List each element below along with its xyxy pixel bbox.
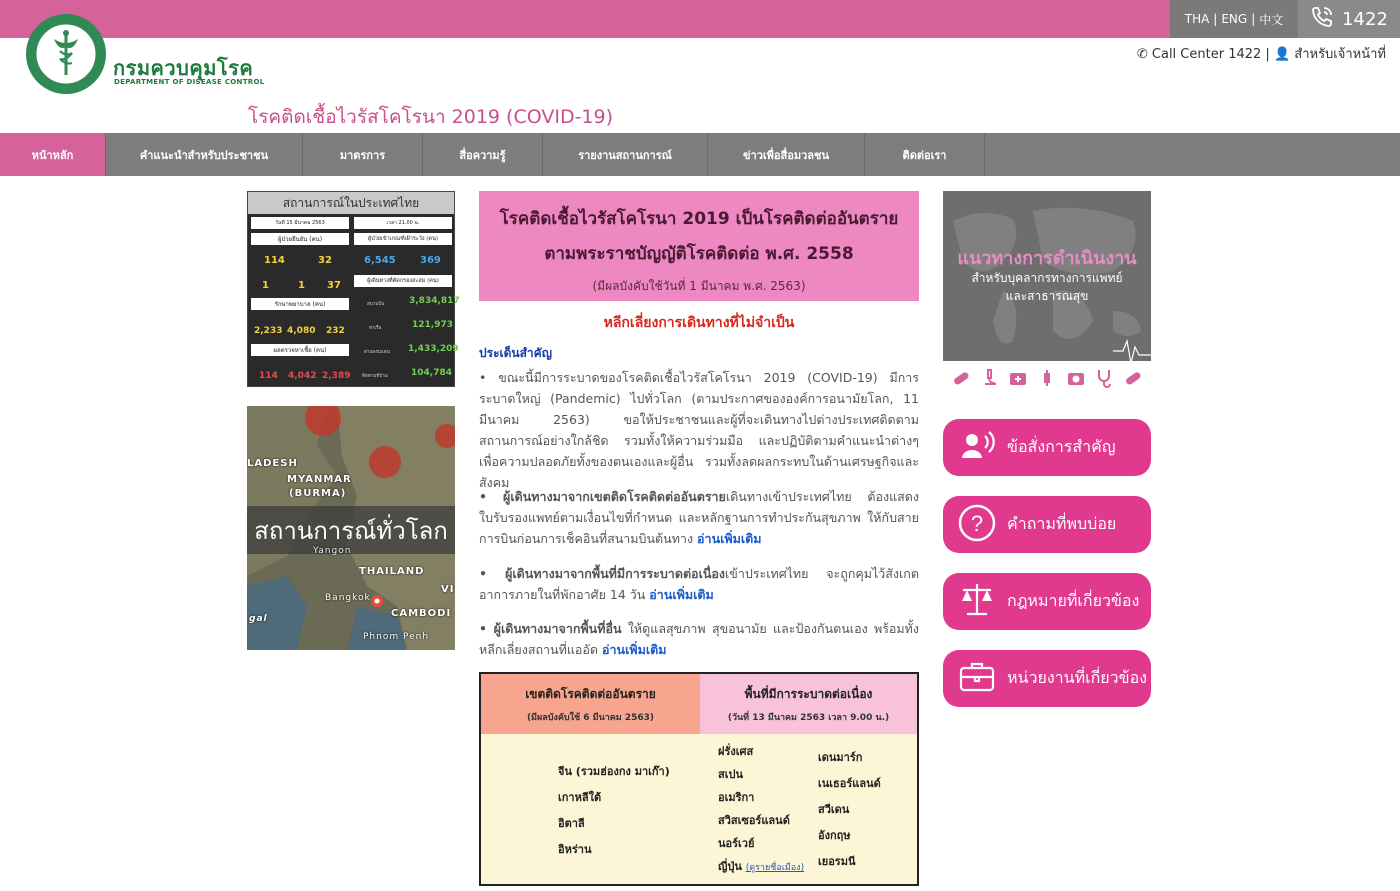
scales-icon bbox=[957, 580, 997, 624]
nav-home[interactable]: หน้าหลัก bbox=[0, 133, 106, 176]
related-agencies-label: หน่วยงานที่เกี่ยวข้อง bbox=[1007, 668, 1147, 687]
alert-effective-date: (มีผลบังคับใช้วันที่ 1 มีนาคม พ.ศ. 2563) bbox=[592, 279, 806, 293]
other-area-text: ให้ดูแลสุขภาพ สุขอนามัย และป้องกันตนเอง พร้อมทั้งหลีกเลี่ยงสถานที่แออัด bbox=[479, 621, 920, 657]
screen-home-value: 104,784 bbox=[411, 368, 452, 378]
date-label: วันที่ 15 มีนาคม 2563 bbox=[251, 217, 349, 229]
pui-total: 6,545 bbox=[364, 255, 396, 266]
svg-text:?: ? bbox=[970, 510, 984, 536]
main-navigation bbox=[0, 133, 1400, 176]
thailand-situation-title: สถานการณ์ในประเทศไทย bbox=[248, 192, 454, 214]
related-laws-button[interactable] bbox=[943, 573, 1151, 630]
pill-icon bbox=[951, 368, 971, 392]
city-list-link-text: ดูรายชื่อเมือง bbox=[749, 863, 801, 873]
read-more-link[interactable]: อ่านเพิ่มเติม bbox=[602, 642, 667, 657]
read-more-link[interactable]: อ่านเพิ่มเติม bbox=[697, 531, 762, 546]
zone-header bbox=[481, 674, 700, 734]
map-label-cambodia: CAMBODI bbox=[391, 608, 452, 619]
ministry-logo[interactable] bbox=[26, 14, 106, 94]
lang-tha-link[interactable]: THA bbox=[1184, 12, 1210, 26]
spread-country: สวิสเซอร์แลนด์ bbox=[718, 814, 790, 827]
risk-zone-text: เดินทางเข้าประเทศไทย ต้องแสดงใบรับรองแพทย์ตามเงื่อนไขที่กำหนด และหลักฐานการทำประกันสุขภาพ ให้กับสายการบินก่อนการเช็คอินที่สนามบินต้นทาง bbox=[479, 489, 919, 546]
screen-land-value: 1,433,209 bbox=[408, 344, 459, 354]
lang-zh-link[interactable]: 中文 bbox=[1259, 12, 1284, 27]
confirmed-new: 32 bbox=[318, 255, 332, 266]
spread-country: เยอรมนี bbox=[818, 855, 856, 868]
avoid-travel-warning: หลีกเลี่ยงการเดินทางที่ไม่จำเป็น bbox=[603, 315, 795, 331]
guideline-title: แนวทางการดำเนินงาน bbox=[957, 248, 1137, 269]
read-more-link[interactable]: อ่านเพิ่มเติม bbox=[649, 587, 714, 602]
alert-headline: โรคติดเชื้อไวรัสโคโรนา 2019 เป็นโรคติดต่ออันตราย bbox=[499, 209, 899, 229]
faq-button[interactable] bbox=[943, 496, 1151, 553]
zone-header-title: เขตติดโรคติดต่ออันตราย bbox=[525, 686, 656, 701]
lang-separator: | bbox=[1251, 12, 1256, 26]
recovered-count: 1 bbox=[262, 280, 269, 291]
important-orders-label: ข้อสั่งการสำคัญ bbox=[1007, 437, 1116, 456]
first-aid-icon bbox=[1066, 368, 1086, 392]
spread-country: อังกฤษ bbox=[818, 829, 851, 842]
risk-zone-bold: • ผู้เดินทางมาจากเขตติดโรคติดต่ออันตราย bbox=[479, 489, 726, 504]
treatment-value-1: 2,233 bbox=[254, 326, 283, 336]
spread-header bbox=[700, 674, 917, 734]
spread-area-paragraph bbox=[479, 563, 919, 605]
confirmed-total: 114 bbox=[264, 255, 285, 266]
screen-land-label: ด่านพรมแดน bbox=[364, 350, 390, 355]
screen-air-value: 3,834,817 bbox=[409, 296, 460, 306]
dangerous-disease-alert bbox=[479, 191, 919, 301]
medicine-kit-icon bbox=[1008, 368, 1028, 392]
spread-country: สวีเดน bbox=[818, 803, 850, 816]
world-situation-title: สถานการณ์ทั่วโลก bbox=[247, 506, 455, 554]
nav-situation-report[interactable]: รายงานสถานการณ์ bbox=[543, 133, 708, 176]
hospital-count: 37 bbox=[327, 280, 341, 291]
treatment-value-2: 4,080 bbox=[287, 326, 316, 336]
phone-icon bbox=[1310, 5, 1334, 34]
other-area-paragraph bbox=[479, 618, 919, 660]
pui-new: 369 bbox=[420, 255, 441, 266]
screen-port-label: ท่าเรือ bbox=[369, 326, 382, 331]
map-label-thailand: THAILAND bbox=[359, 566, 425, 577]
nav-knowledge-media[interactable]: สื่อความรู้ bbox=[423, 133, 543, 176]
syringe-icon bbox=[1037, 368, 1057, 392]
map-label-vietnam: VI bbox=[441, 584, 455, 595]
map-label-bangladesh: LADESH bbox=[247, 458, 298, 469]
screen-air-label: สนามบิน bbox=[367, 302, 385, 307]
lab-value-2: 4,042 bbox=[288, 371, 317, 381]
briefcase-icon bbox=[957, 657, 997, 701]
important-orders-button[interactable] bbox=[943, 419, 1151, 476]
spread-header-date: (วันที่ 13 มีนาคม 2563 เวลา 9.00 น.) bbox=[727, 712, 890, 723]
nav-measures[interactable]: มาตรการ bbox=[303, 133, 423, 176]
nav-public-advice[interactable]: คำแนะนำสำหรับประชาชน bbox=[106, 133, 303, 176]
lab-label: ผลตรวจหาเชื้อ (คน) bbox=[251, 344, 349, 356]
hotline-link[interactable] bbox=[1298, 0, 1400, 38]
key-points-heading: ประเด็นสำคัญ bbox=[479, 346, 552, 360]
lang-eng-link[interactable]: ENG bbox=[1221, 12, 1248, 26]
map-label-bengal: gal bbox=[249, 614, 268, 624]
pandemic-paragraph bbox=[479, 367, 919, 493]
nav-contact[interactable]: ติดต่อเรา bbox=[865, 133, 985, 176]
alert-subheadline: ตามพระราชบัญญัติโรคติดต่อ พ.ศ. 2558 bbox=[544, 244, 854, 264]
screened-label: ผู้เดินทางที่คัดกรองสะสม (คน) bbox=[354, 275, 452, 287]
city-list-link[interactable]: (ดูรายชื่อเมือง) bbox=[745, 863, 805, 873]
treatment-value-3: 232 bbox=[326, 326, 345, 336]
site-title[interactable]: โรคติดเชื้อไวรัสโคโรนา 2019 (COVID-19) bbox=[248, 106, 614, 128]
guideline-subtitle bbox=[943, 269, 1151, 305]
confirmed-label: ผู้ป่วยยืนยัน (คน) bbox=[251, 233, 349, 245]
death-count: 1 bbox=[298, 280, 305, 291]
faq-label: คำถามที่พบบ่อย bbox=[1007, 514, 1117, 533]
thailand-situation-panel[interactable] bbox=[247, 191, 460, 387]
department-name-thai: กรมควบคุมโรค bbox=[113, 56, 254, 80]
lab-value-1: 114 bbox=[259, 371, 278, 381]
map-label-bangkok: Bangkok bbox=[325, 593, 371, 603]
screen-home-label: ติดตามที่บ้าน bbox=[362, 374, 388, 379]
microscope-icon bbox=[980, 368, 1000, 392]
zone-country: จีน (รวมฮ่องกง มาเก๊า) bbox=[558, 765, 670, 778]
pui-label: ผู้ป่วยเข้าเกณฑ์เฝ้าระวัง (คน) bbox=[354, 233, 452, 245]
spread-country-name: ญี่ปุ่น bbox=[718, 860, 742, 873]
language-switcher bbox=[1170, 0, 1298, 38]
capsule-icon bbox=[1123, 368, 1143, 392]
other-area-bold: • ผู้เดินทางมาจากพื้นที่อื่น bbox=[479, 621, 622, 636]
lang-separator: | bbox=[1213, 12, 1218, 26]
nav-press-news[interactable]: ข่าวเพื่อสื่อมวลชน bbox=[708, 133, 865, 176]
department-name-english: DEPARTMENT OF DISEASE CONTROL bbox=[114, 78, 265, 86]
zone-country: อิหร่าน bbox=[558, 843, 592, 856]
user-icon: 👤 bbox=[1273, 47, 1291, 62]
map-label-burma: (BURMA) bbox=[289, 488, 347, 499]
spread-country: นอร์เวย์ bbox=[718, 837, 755, 850]
staff-link[interactable]: สำหรับเจ้าหน้าที่ bbox=[1294, 47, 1386, 62]
spread-country: อเมริกา bbox=[718, 791, 755, 804]
map-label-myanmar: MYANMAR bbox=[287, 474, 352, 485]
spread-country: เนเธอร์แลนด์ bbox=[818, 777, 881, 790]
related-laws-label: กฎหมายที่เกี่ยวข้อง bbox=[1007, 591, 1140, 610]
zone-country: เกาหลีใต้ bbox=[558, 791, 602, 804]
map-label-yangon: Yangon bbox=[313, 546, 352, 556]
call-center-link[interactable]: Call Center 1422 | bbox=[1151, 47, 1270, 62]
pandemic-text: • ขณะนี้มีการระบาดของโรคติดเชื้อไวรัสโคโรนา 2019 (COVID-19) มีการระบาดใหญ่ (Pandemic) ไปทั่วโลก (ตามประกาศขององค์การอนามัยโลก, 11 มีนาคม 2563) ขอให้ประชาชนและผู้ที่จะเดินทางไปต่างประเทศติดตามสถานการณ์อย่างใกล้ชิด รวมทั้งให้ความร่วมมือ และปฏิบัติตามคำแนะนำต่างๆ เพื่อความปลอดภัยทั้งของตนเองและผู้อื่น รวมทั้งลดผลกระทบในด้านเศรษฐกิจและสังคม bbox=[479, 370, 919, 490]
related-agencies-button[interactable] bbox=[943, 650, 1151, 707]
spread-country bbox=[718, 857, 804, 875]
guideline-subtitle-line2: และสาธารณสุข bbox=[1005, 289, 1089, 303]
spread-header-title: พื้นที่มีการระบาดต่อเนื่อง bbox=[744, 686, 873, 701]
phone-small-icon: ✆ bbox=[1136, 47, 1148, 62]
guideline-subtitle-line1: สำหรับบุคลากรทางการแพทย์ bbox=[971, 271, 1123, 285]
stethoscope-icon bbox=[1094, 368, 1114, 392]
hotline-number: 1422 bbox=[1342, 8, 1388, 30]
time-label: เวลา 21.00 น. bbox=[354, 217, 452, 229]
spread-area-bold: • ผู้เดินทางมาจากพื้นที่มีการระบาดต่อเนื่อง bbox=[479, 566, 725, 581]
world-situation-panel[interactable] bbox=[247, 406, 455, 650]
zone-header-date: (มีผลบังคับใช้ 6 มีนาคม 2563) bbox=[526, 712, 655, 723]
announcement-icon bbox=[957, 426, 997, 470]
header-links bbox=[1137, 43, 1386, 64]
risk-zone-paragraph bbox=[479, 486, 919, 549]
map-label-phnom-penh: Phnom Penh bbox=[363, 632, 430, 642]
question-icon bbox=[957, 503, 997, 547]
medical-icons-strip bbox=[943, 361, 1151, 399]
treatment-label: รักษาพยาบาล (คน) bbox=[251, 298, 349, 310]
medical-guideline-banner[interactable] bbox=[943, 191, 1151, 399]
spread-area-text: เข้าประเทศไทย จะถูกคุมไว้สังเกตอาการภายในที่พักอาศัย 14 วัน bbox=[479, 566, 919, 602]
spread-country: ฝรั่งเศส bbox=[718, 745, 754, 758]
spread-country: สเปน bbox=[718, 768, 743, 781]
screen-port-value: 121,973 bbox=[412, 320, 453, 330]
zone-table bbox=[479, 672, 919, 886]
lab-value-3: 2,389 bbox=[322, 371, 351, 381]
spread-country: เดนมาร์ก bbox=[818, 751, 863, 764]
zone-country: อิตาลี bbox=[558, 817, 585, 830]
